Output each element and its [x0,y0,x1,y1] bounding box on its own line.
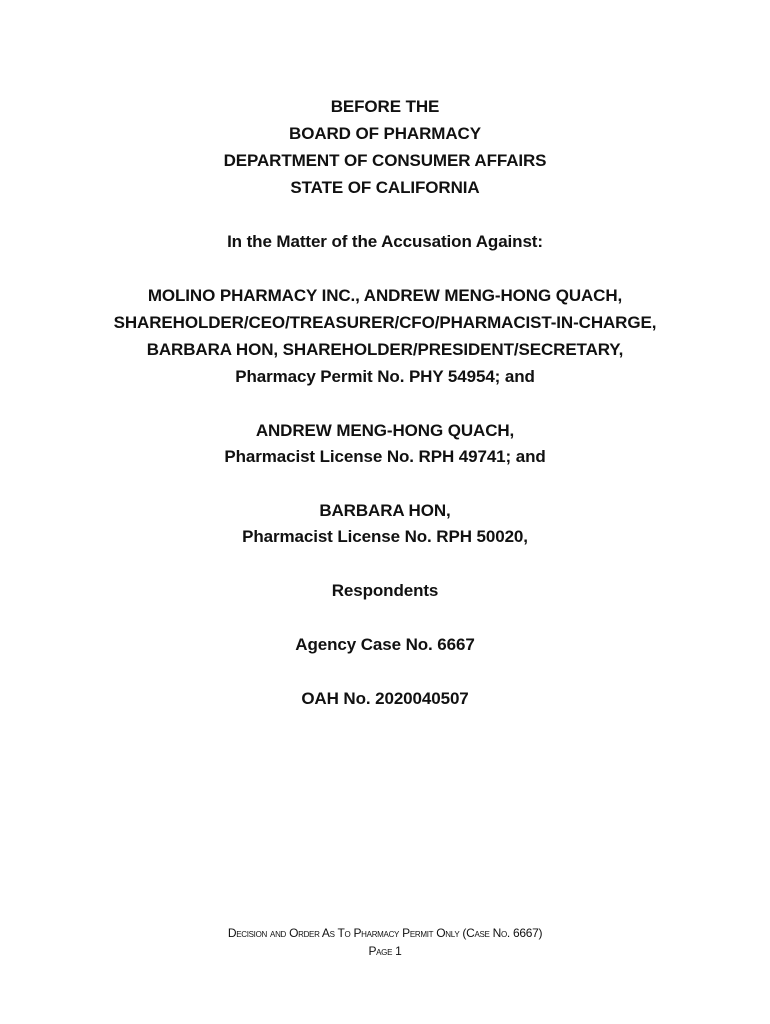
respondent1-line2: SHAREHOLDER/CEO/TREASURER/CFO/PHARMACIST-IN-CHARGE, [113,313,657,332]
footer-page-text: Page 1 [368,944,402,958]
footer-title [0,925,770,941]
respondent1-permit: Pharmacy Permit No. PHY 54954; and [235,367,535,386]
respondents-label: Respondents [331,581,439,600]
respondent2-license: Pharmacist License No. RPH 49741; and [224,447,546,466]
footer-title-text: Decision and Order As To Pharmacy Permit Only (Case No. 6667) [227,926,543,940]
header-department: DEPARTMENT OF CONSUMER AFFAIRS [223,151,547,170]
footer-page-number [0,943,770,959]
agency-case-number: Agency Case No. 6667 [295,635,475,654]
header-state: STATE OF CALIFORNIA [290,178,480,197]
respondent3-license: Pharmacist License No. RPH 50020, [242,527,528,546]
oah-number: OAH No. 2020040507 [301,689,469,708]
matter-heading: In the Matter of the Accusation Against: [227,232,543,251]
respondent1-line1: MOLINO PHARMACY INC., ANDREW MENG-HONG QUACH, [147,286,623,305]
header-board-of-pharmacy: BOARD OF PHARMACY [289,124,481,143]
header-before-the: BEFORE THE [330,97,440,116]
respondent2-name: ANDREW MENG-HONG QUACH, [255,421,515,440]
respondent1-line3: BARBARA HON, SHAREHOLDER/PRESIDENT/SECRETARY, [146,340,624,359]
respondent3-name: BARBARA HON, [319,501,451,520]
